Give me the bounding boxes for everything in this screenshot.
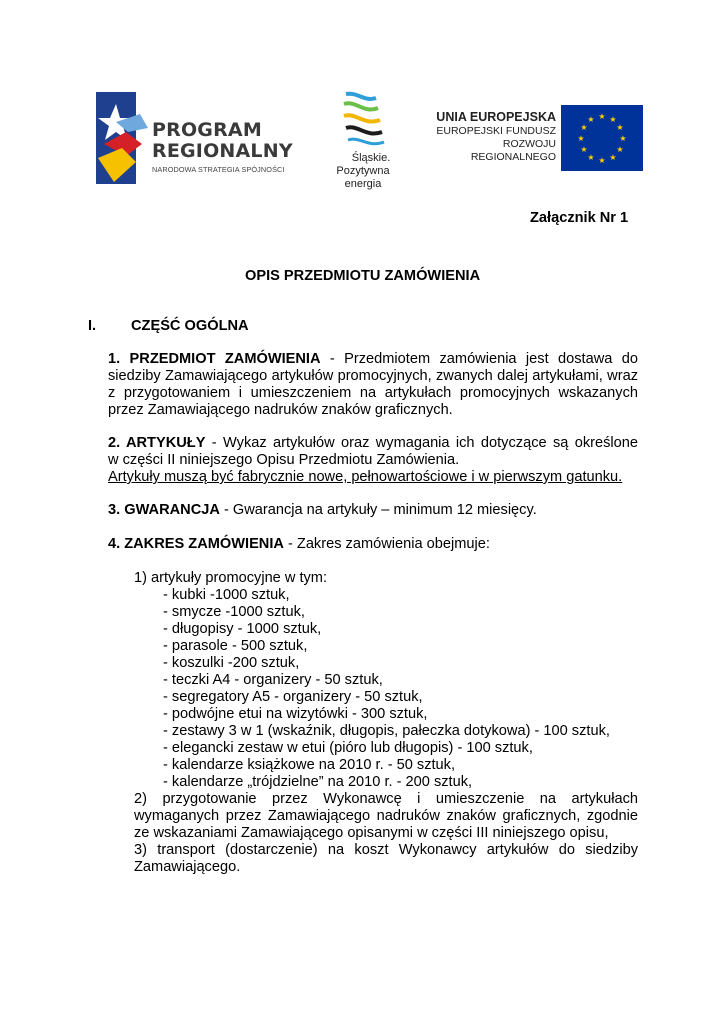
list-item: - kalendarze książkowe na 2010 r. - 50 sztuk, — [163, 757, 456, 773]
list-item: - kubki -1000 sztuk, — [163, 587, 290, 603]
list-item: - długopisy - 1000 sztuk, — [163, 621, 322, 637]
program-line: PROGRAM — [152, 119, 262, 141]
svg-text:★: ★ — [580, 123, 588, 132]
svg-text:★: ★ — [616, 123, 624, 132]
list-item: - parasole - 500 sztuk, — [163, 638, 308, 654]
list-item: - smycze -1000 sztuk, — [163, 604, 305, 620]
section-title: CZĘŚĆ OGÓLNA — [131, 318, 249, 334]
eu-line2: EUROPEJSKI FUNDUSZ — [436, 125, 556, 137]
svg-text:★: ★ — [577, 134, 585, 143]
s1-line-3: z przygotowaniem i umieszczeniem na artykułach promocyjnych wskazanych — [108, 385, 638, 401]
svg-text:★: ★ — [587, 153, 595, 162]
eu-line3: ROZWOJU REGIONALNEGO — [470, 138, 556, 163]
svg-text:★: ★ — [598, 156, 606, 165]
list-item: - kalendarze „trójdzielne” na 2010 r. - 200 sztuk, — [163, 774, 473, 790]
s2-line-1: 2. ARTYKUŁY - Wykaz artykułów oraz wymagania ich dotyczące są określone — [108, 435, 638, 451]
svg-text:★: ★ — [598, 112, 606, 121]
s3-line: 3. GWARANCJA - Gwarancja na artykuły – minimum 12 miesięcy. — [108, 502, 537, 518]
s1-line-1: 1. PRZEDMIOT ZAMÓWIENIA - Przedmiotem zamówienia jest dostawa do — [108, 351, 638, 367]
slaskie-wave-icon — [340, 88, 386, 150]
svg-text:★: ★ — [616, 145, 624, 154]
s1-line-2: siedziby Zamawiającego artykułów promocyjnych, zwanych dalej artykułami, wraz — [108, 368, 638, 384]
nss-line: NARODOWA STRATEGIA SPÓJNOŚCI — [152, 165, 285, 174]
svg-text:★: ★ — [619, 134, 627, 143]
eu-fund-text — [418, 110, 556, 164]
slaskie-logo — [318, 88, 408, 190]
s2-underlined-note: Artykuły muszą być fabrycznie nowe, pełnowartościowe i w pierwszym gatunku. — [108, 469, 623, 485]
s4-line: 4. ZAKRES ZAMÓWIENIA - Zakres zamówienia obejmuje: — [108, 536, 490, 552]
s4-item2-line-2: wymaganych przez Zamawiającego nadruków znaków graficznych, zgodnie — [134, 808, 638, 824]
list-item: - koszulki -200 sztuk, — [163, 655, 300, 671]
header-logos — [0, 88, 724, 188]
program-regionalny-logo — [96, 92, 306, 184]
s4-item2-line-1: 2) przygotowanie przez Wykonawcę i umieszczenie na artykułach — [134, 791, 638, 807]
slaskie-name: Śląskie. — [351, 152, 391, 164]
svg-text:★: ★ — [609, 115, 617, 124]
list-item: - zestawy 3 w 1 (wskaźnik, długopis, pałeczka dotykowa) - 100 sztuk, — [163, 723, 610, 739]
program-regionalny-text — [152, 120, 293, 174]
attachment-label: Załącznik Nr 1 — [530, 210, 629, 226]
s2-line-2: w części II niniejszego Opisu Przedmiotu Zamówienia. — [108, 452, 460, 468]
s4-item1: 1) artykuły promocyjne w tym: — [134, 570, 328, 586]
list-item: - podwójne etui na wizytówki - 300 sztuk, — [163, 706, 428, 722]
s4-item2-line-3: ze wskazaniami Zamawiającego opisanymi w części III niniejszego opisu, — [134, 825, 609, 841]
list-item: - teczki A4 - organizery - 50 sztuk, — [163, 672, 383, 688]
s4-item3-line-2: Zamawiającego. — [134, 859, 241, 875]
svg-text:★: ★ — [587, 115, 595, 124]
svg-text:★: ★ — [580, 145, 588, 154]
regionalny-line: REGIONALNY — [152, 140, 293, 162]
eu-flag-icon — [561, 105, 643, 171]
slaskie-tagline: Pozytywna energia — [336, 165, 390, 190]
list-item: - segregatory A5 - organizery - 50 sztuk, — [163, 689, 423, 705]
document-title: OPIS PRZEDMIOTU ZAMÓWIENIA — [245, 268, 481, 284]
program-regionalny-emblem-icon — [96, 92, 150, 184]
s4-item3-line-1: 3) transport (dostarczenie) na koszt Wykonawcy artykułów do siedziby — [134, 842, 638, 858]
list-item: - elegancki zestaw w etui (pióro lub długopis) - 100 sztuk, — [163, 740, 533, 756]
svg-text:★: ★ — [609, 153, 617, 162]
eu-line1: UNIA EUROPEJSKA — [436, 110, 556, 124]
section-number: I. — [88, 318, 97, 334]
s1-line-4: przez Zamawiającego nadruków znaków graficznych. — [108, 402, 453, 418]
